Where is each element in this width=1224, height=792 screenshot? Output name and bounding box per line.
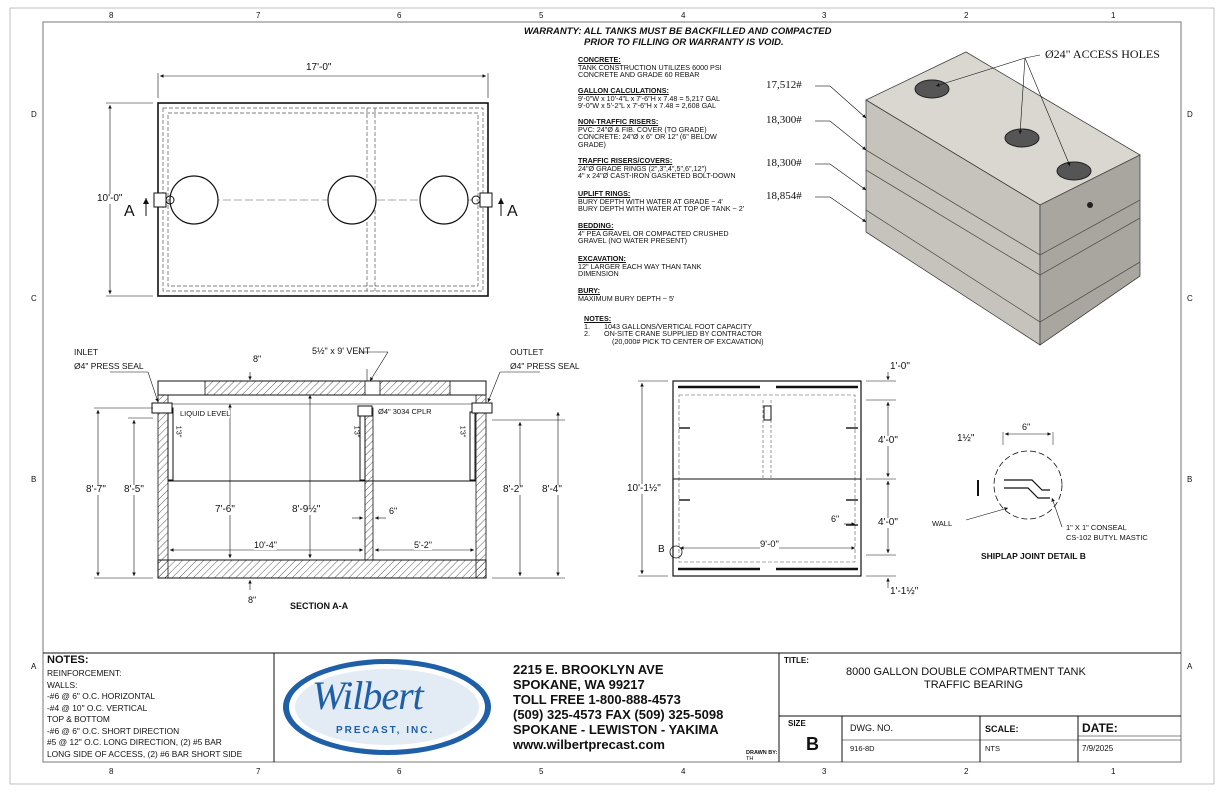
shiplap-sealant-2: CS-102 BUTYL MASTIC <box>1066 533 1148 542</box>
right-inner-dim: 8'-2" <box>503 484 523 495</box>
section-view <box>94 352 565 590</box>
spec-line: 9'-0"W x 5'-2"L x 7'-6"H x 7.48 = 2,608 GAL <box>578 101 716 111</box>
end-lower-dim: 4'-0" <box>878 517 898 528</box>
reinf-line: -#6 @ 6" O.C. HORIZONTAL <box>47 691 156 701</box>
spec-line: DIMENSION <box>578 269 619 279</box>
row-label: C <box>1187 294 1193 303</box>
drawing-title-line1: 8000 GALLON DOUBLE COMPARTMENT TANK <box>846 666 1086 678</box>
spec-note-concrete <box>578 56 778 79</box>
iso-view <box>815 52 1140 345</box>
plan-length-dim: 17'-0" <box>306 62 332 73</box>
shiplap-detail <box>966 432 1062 527</box>
spec-line: MAXIMUM BURY DEPTH ~ 5' <box>578 293 675 303</box>
col-label: 5 <box>539 767 544 776</box>
col-label: 4 <box>681 767 686 776</box>
col-label: 7 <box>256 11 261 20</box>
size-value: B <box>806 734 819 754</box>
spec-heading: UPLIFT RINGS: <box>578 189 631 198</box>
end-upper-dim: 4'-0" <box>878 435 898 446</box>
size-label: SIZE <box>788 719 806 728</box>
spec-line: PVC: 24"Ø & FIB. COVER (TO GRADE) <box>578 124 707 134</box>
wall-dim: 6" <box>389 506 398 516</box>
baffle-dim-left: 1'3" <box>174 425 182 438</box>
end-bottom-dim: 1'-1½" <box>890 586 919 597</box>
company-address <box>513 662 723 752</box>
spec-line: GRAVEL (NO WATER PRESENT) <box>578 236 688 246</box>
reinforcement-heading: NOTES: <box>47 654 89 666</box>
reinf-line: REINFORCEMENT: <box>47 668 122 678</box>
spec-line: 4" x 24"Ø CAST-IRON GASKETED BOLT-DOWN <box>578 171 736 181</box>
row-label: B <box>31 475 37 484</box>
row-label: D <box>31 110 37 119</box>
spec-heading: GALLON CALCULATIONS: <box>578 86 669 95</box>
reinf-line: WALLS: <box>47 679 78 690</box>
baffle-dim-right: 1'3" <box>458 425 466 438</box>
section-title: SECTION A-A <box>290 601 349 611</box>
col-label: 7 <box>256 767 261 776</box>
address-line: (509) 325-4573 FAX (509) 325-5098 <box>513 707 724 722</box>
col-label: 8 <box>109 11 114 20</box>
col-label: 3 <box>822 11 827 20</box>
top-slab-dim: 8" <box>253 354 262 364</box>
end-top-dim: 1'-0" <box>890 361 910 372</box>
weight-upper: 18,300# <box>766 114 802 126</box>
note-num: 1. <box>584 321 590 331</box>
col-label: 2 <box>964 767 969 776</box>
note-text: (20,000# PICK TO CENTER OF EXCAVATION) <box>612 336 764 346</box>
inlet-label: INLET <box>74 347 99 357</box>
spec-heading: EXCAVATION: <box>578 254 626 263</box>
row-label: D <box>1187 110 1193 119</box>
outlet-seal-label: Ø4" PRESS SEAL <box>510 361 580 371</box>
outlet-label: OUTLET <box>510 347 544 357</box>
note-text: 1043 GALLONS/VERTICAL FOOT CAPACITY <box>603 321 752 331</box>
section-mark-left: A <box>124 203 135 220</box>
shiplap-wall-label: WALL <box>932 519 953 528</box>
shiplap-height-dim: 1½" <box>957 433 975 444</box>
drawn-by-value: TH <box>746 756 754 762</box>
section-mark-right: A <box>507 203 518 220</box>
col-label: 4 <box>681 11 686 20</box>
liquid-level-label: LIQUID LEVEL <box>180 409 231 418</box>
reinforcement-notes <box>47 668 242 760</box>
spec-line: CONCRETE: 24"Ø x 6" OR 12" (6" BELOW <box>578 132 717 142</box>
dwg-no-value: 916-8D <box>850 744 875 753</box>
weight-lower: 18,300# <box>766 157 802 169</box>
numbered-notes <box>584 315 804 345</box>
date-value: 7/9/2025 <box>1082 744 1114 753</box>
row-label: C <box>31 294 37 303</box>
col-label: 1 <box>1111 767 1116 776</box>
address-line: TOLL FREE 1-800-888-4573 <box>513 692 681 707</box>
notes-heading: NOTES: <box>584 314 612 323</box>
comp2-dim: 5'-2" <box>414 540 432 550</box>
spec-line: GRADE) <box>578 139 606 149</box>
plan-width-dim: 10'-0" <box>97 193 123 204</box>
end-view <box>638 372 896 588</box>
row-label: A <box>31 662 37 671</box>
weight-top: 17,512# <box>766 79 802 91</box>
date-label: DATE: <box>1082 721 1118 735</box>
reinf-line: -#6 @ 6" O.C. SHORT DIRECTION <box>47 725 180 736</box>
note-text: ON-SITE CRANE SUPPLIED BY CONTRACTOR <box>603 329 762 339</box>
end-height-dim: 10'-1½" <box>627 483 661 494</box>
address-line: SPOKANE, WA 99217 <box>513 677 645 692</box>
col-label: 1 <box>1111 11 1116 20</box>
left-outer-dim: 8'-7" <box>86 484 106 495</box>
dwg-no-label: DWG. NO. <box>850 723 893 733</box>
detail-mark-b: B <box>658 544 665 555</box>
spec-heading: TRAFFIC RISERS/COVERS: <box>578 156 673 165</box>
logo-subtitle: PRECAST, INC. <box>336 725 435 736</box>
scale-label: SCALE: <box>985 724 1019 734</box>
comp1-dim: 10'-4" <box>254 540 277 550</box>
bottom-slab-dim: 8" <box>248 595 257 605</box>
col-label: 6 <box>397 11 402 20</box>
vent-label: 5½" x 9' VENT <box>312 346 371 356</box>
col-label: 5 <box>539 11 544 20</box>
spec-line: 4" PEA GRAVEL OR COMPACTED CRUSHED <box>578 228 729 238</box>
drawing-title-line2: TRAFFIC BEARING <box>924 679 1024 691</box>
spec-heading: NON-TRAFFIC RISERS: <box>578 117 659 126</box>
row-label: A <box>1187 662 1193 671</box>
row-label: B <box>1187 475 1193 484</box>
spec-line: 12" LARGER EACH WAY THAN TANK <box>578 261 702 271</box>
shiplap-title: SHIPLAP JOINT DETAIL B <box>981 551 1086 561</box>
spec-note-uplift <box>578 190 778 213</box>
baffle-dim-mid: 1'3" <box>352 425 360 438</box>
reinf-line: LONG SIDE OF ACCESS, (2) #6 BAR SHORT SIDE <box>47 748 243 759</box>
right-outer-dim: 8'-4" <box>542 484 562 495</box>
coupler-label: Ø4" 3034 CPLR <box>378 407 432 416</box>
access-holes-label: Ø24" ACCESS HOLES <box>1045 47 1160 61</box>
reinf-line: -#4 @ 10" O.C. VERTICAL <box>47 702 148 713</box>
spec-note-traffic <box>578 157 778 180</box>
weight-bottom: 18,854# <box>766 190 802 202</box>
reinf-line: #5 @ 12" O.C. LONG DIRECTION, (2) #5 BAR <box>47 737 222 747</box>
spec-heading: BEDDING: <box>578 221 614 230</box>
address-line: 2215 E. BROOKLYN AVE <box>513 662 664 677</box>
spec-heading: CONCRETE: <box>578 55 621 64</box>
spec-note-nontraffic <box>578 118 778 148</box>
col-label: 3 <box>822 767 827 776</box>
spec-line: TANK CONSTRUCTION UTILIZES 6000 PSI <box>578 62 722 72</box>
spec-line: BURY DEPTH WITH WATER AT TOP OF TANK ~ 2' <box>578 204 745 214</box>
col-label: 8 <box>109 767 114 776</box>
col-label: 2 <box>964 11 969 20</box>
website-link[interactable]: www.wilbertprecast.com <box>513 737 665 752</box>
left-inner-dim: 8'-5" <box>124 484 144 495</box>
note-num: 2. <box>584 329 590 339</box>
col-label: 6 <box>397 767 402 776</box>
spec-note-excavation <box>578 255 778 278</box>
warranty-line1: WARRANTY: ALL TANKS MUST BE BACKFILLED AND COMPACTED <box>524 26 832 37</box>
shiplap-width-dim: 6" <box>1022 422 1031 432</box>
warranty-line2: PRIOR TO FILLING OR WARRANTY IS VOID. <box>584 37 784 48</box>
spec-line: 9'-0"W x 10'-4"L x 7'-6"H x 7.48 = 5,217 GAL <box>578 93 720 103</box>
liquid-depth-a: 7'-6" <box>215 504 235 515</box>
inlet-seal-label: Ø4" PRESS SEAL <box>74 361 144 371</box>
spec-line: 24"Ø GRADE RINGS (2",3",4",5",6",12") <box>578 163 707 173</box>
end-wall-dim: 6" <box>831 514 840 524</box>
spec-note-gallons <box>578 87 778 110</box>
logo-wordmark: Wilbert <box>312 673 423 718</box>
scale-value: NTS <box>985 744 1000 753</box>
liquid-depth-b: 8'-9½" <box>292 504 321 515</box>
reinf-line: TOP & BOTTOM <box>47 714 110 724</box>
drawn-by-label: DRAWN BY: <box>746 750 778 756</box>
spec-heading: BURY: <box>578 286 600 295</box>
spec-note-bedding <box>578 222 778 245</box>
address-line: SPOKANE - LEWISTON - YAKIMA <box>513 722 719 737</box>
end-width-dim: 9'-0" <box>760 539 779 550</box>
spec-line: BURY DEPTH WITH WATER AT GRADE ~ 4' <box>578 196 723 206</box>
spec-line: CONCRETE AND GRADE 60 REBAR <box>578 70 700 80</box>
shiplap-sealant-1: 1" X 1" CONSEAL <box>1066 523 1127 532</box>
spec-note-bury <box>578 287 778 302</box>
plan-view <box>106 73 501 296</box>
title-label: TITLE: <box>784 656 809 665</box>
